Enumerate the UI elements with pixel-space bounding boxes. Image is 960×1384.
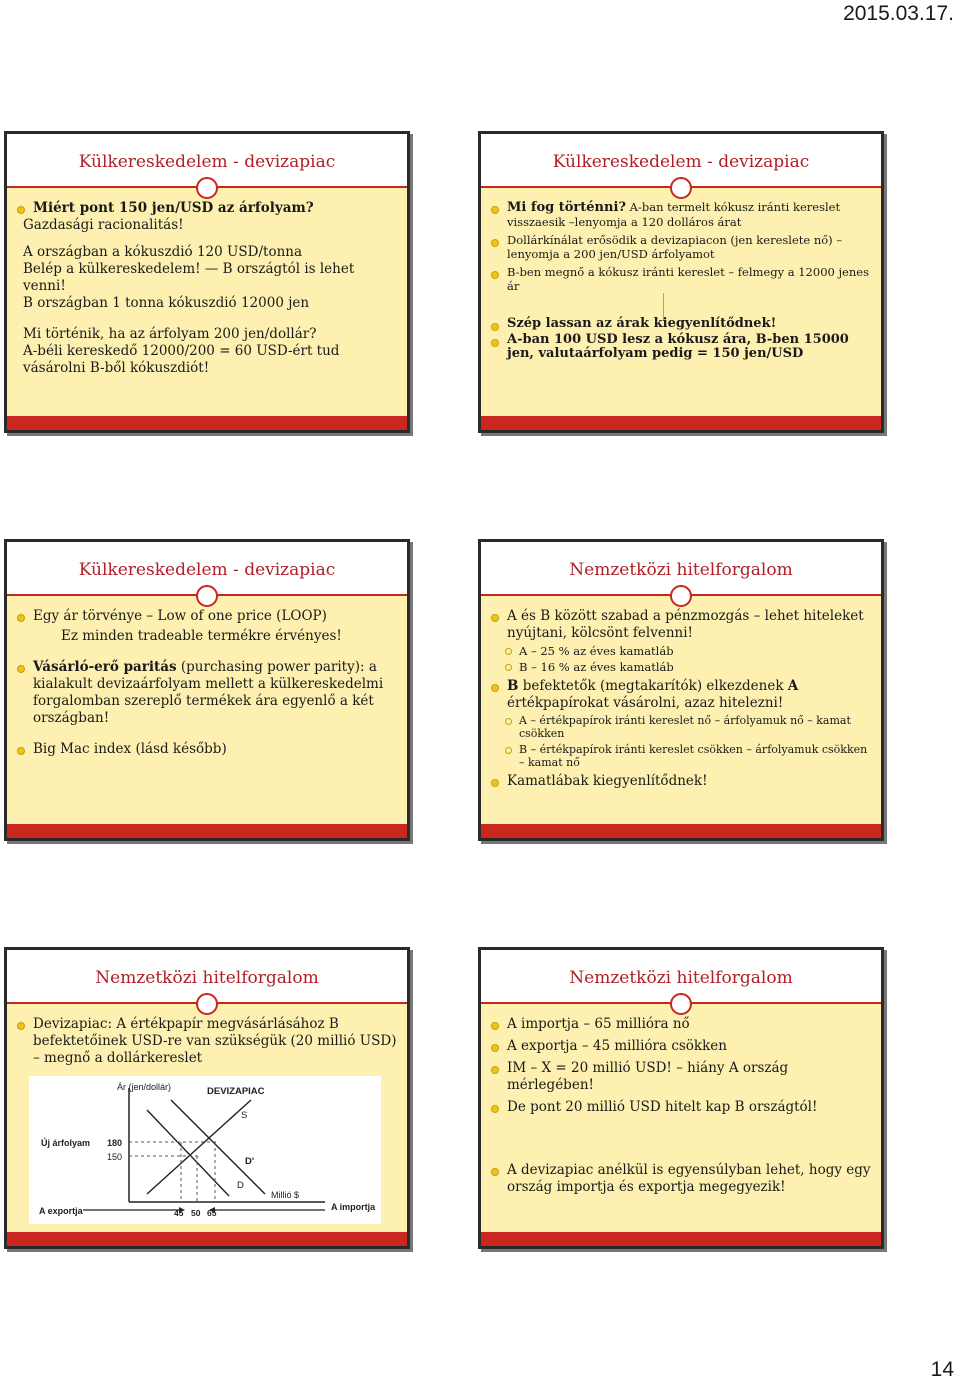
label-d-prime: D' [245,1156,255,1167]
slide-bottom-band [7,416,407,430]
tick-45: 45 [174,1208,184,1218]
rule-circle-ornament [670,585,692,607]
slide-body [491,608,871,820]
text-line: Gazdasági racionalitás! [23,217,184,233]
bullet [17,659,397,727]
devizapiac-chart [29,1076,381,1224]
rule-circle-ornament [196,585,218,607]
slide-title: Nemzetközi hitelforgalom [569,968,793,988]
rule-circle-ornament [196,177,218,199]
sub-bullet: B – értékpapírok iránti kereslet csökken – árfolyamuk csökken – kamat nő [491,743,871,769]
slide-title: Külkereskedelem - devizapiac [78,152,336,172]
bullet: Miért pont 150 jen/USD az árfolyam? [17,200,397,217]
rule-circle-ornament [196,993,218,1015]
slide-2 [478,131,884,433]
bullet: A devizapiac anélkül is egyensúlyban lehet, hogy egy ország importja és exportja megegyezik! [491,1162,871,1196]
bullet: Egy ár törvénye – Low of one price (LOOP) [17,608,397,625]
label-new-rate: Új árfolyam [41,1138,91,1148]
slide-1 [4,131,410,433]
label-export: A exportja [39,1206,83,1216]
page-date: 2015.03.17. [843,2,954,25]
rule-circle-ornament [670,993,692,1015]
bullet: A importja – 65 millióra nő [491,1016,871,1033]
slide-body [491,1016,871,1228]
bullet: Big Mac index (lásd később) [17,741,397,758]
text-line: Belép a külkereskedelem! — B országtól is lehet venni! [23,261,355,294]
bullet: A exportja – 45 millióra csökken [491,1038,871,1055]
slide-title: Külkereskedelem - devizapiac [78,560,336,580]
slide-bottom-band [481,824,881,838]
bullet: B-ben megnő a kókusz iránti kereslet – felmegy a 12000 jenes ár [491,265,871,293]
chart-title: DEVIZAPIAC [207,1086,265,1097]
slide-title: Nemzetközi hitelforgalom [569,560,793,580]
slide-bottom-band [481,416,881,430]
sub-bullet: A – 25 % az éves kamatláb [491,644,871,658]
bullet: Dollárkínálat erősödik a devizapiacon (jen kereslete nő) – lenyomja a 200 jen/USD árfolyamot [491,233,871,261]
bullet-text: (purchasing power parity): a kialakult devizaárfolyam mellett a külkereskedelmi forgalomban szereplő termékek ára egyenlő a két országban! [33,659,384,726]
bold-term: Vásárló-erő paritás [33,659,177,675]
bullet-text: A-ban termelt kókusz iránti kereslet visszaesik –lenyomja a 120 dolláros árat [507,200,841,229]
text-line: A országban a kókuszdió 120 USD/tonna [23,244,303,260]
bullet: A-ban 100 USD lesz a kókusz ára, B-ben 15000 jen, valutaárfolyam pedig = 150 jen/USD [491,333,871,361]
chart-ylabel: Ár (jen/dollár) [117,1082,172,1092]
text-line: A-béli kereskedő 12000/200 = 60 USD-ért tud vásárolni B-ből kókuszdiót! [23,343,340,376]
bullet: Kamatlábak kiegyenlítődnek! [491,773,871,790]
sub-bullet: A – értékpapírok iránti kereslet nő – árfolyamuk nő – kamat csökken [491,714,871,740]
bullet-text: értékpapírokat vásárolni, azaz hitelezni! [507,695,784,711]
slide-title: Külkereskedelem - devizapiac [552,152,810,172]
tick-50: 50 [191,1208,201,1218]
question-text: Mi fog történni? [507,200,626,215]
bullet: Devizapiac: A értékpapír megvásárlásához B befektetőinek USD-re van szükségük (20 millió USD) – megnő a dollárkereslet [17,1016,397,1067]
tick-180: 180 [107,1138,123,1148]
bold-term: B [507,678,519,694]
slide-5 [4,947,410,1249]
tick-150: 150 [107,1152,123,1162]
supply-line-s [147,1100,251,1194]
slide-bottom-band [7,1232,407,1246]
bullet: A és B között szabad a pénzmozgás – lehet hiteleket nyújtani, kölcsönt felvenni! [491,608,871,642]
bullet-text: befektetők (megtakarítók) elkezdenek [518,678,788,694]
label-import: A importja [331,1202,376,1212]
slide-3 [4,539,410,841]
slide-body [17,608,397,820]
bullet: IM – X = 20 millió USD! – hiány A ország mérlegében! [491,1060,871,1094]
slide-6 [478,947,884,1249]
sub-bullet: B – 16 % az éves kamatláb [491,660,871,674]
bullet: Szép lassan az árak kiegyenlítődnek! [491,317,871,331]
slide-4 [478,539,884,841]
text-line: B országban 1 tonna kókuszdió 12000 jen [23,295,310,311]
slide-bottom-band [7,824,407,838]
bullet: De pont 20 millió USD hitelt kap B országtól! [491,1099,871,1116]
label-s: S [241,1110,248,1121]
chart-svg [29,1076,381,1224]
bullet [491,678,871,712]
page-number: 14 [930,1358,954,1381]
slide-bottom-band [481,1232,881,1246]
slide-body [17,200,397,412]
sub-text: Ez minden tradeable termékre érvényes! [61,628,342,644]
bullet [491,200,871,229]
rule-circle-ornament [670,177,692,199]
label-d: D [237,1180,244,1191]
label-xunit: Millió $ [271,1190,300,1200]
text-line: Mi történik, ha az árfolyam 200 jen/dollár? [23,326,317,342]
slide-title: Nemzetközi hitelforgalom [95,968,319,988]
bold-term: A [787,678,799,694]
slide-body [491,200,871,412]
demand-line-d-prime [171,1100,265,1194]
tick-65: 65 [207,1208,217,1218]
